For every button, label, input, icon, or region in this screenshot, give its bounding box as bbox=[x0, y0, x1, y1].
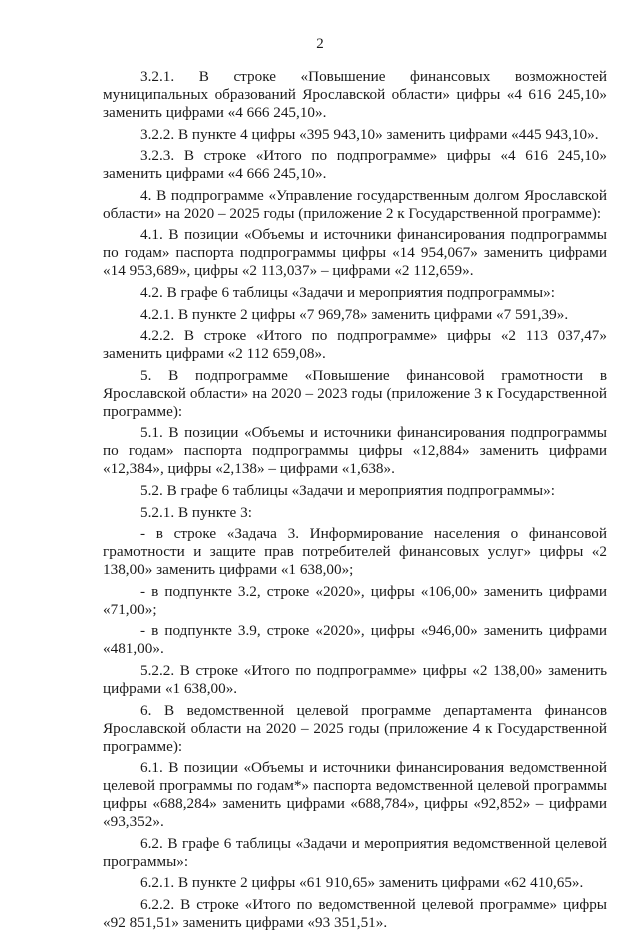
paragraph: 4.1. В позиции «Объемы и источники финансирования подпрограммы по годам» паспорта подпрограммы цифры «14 954,067» заменить цифрами «14 953,689», цифры «2 113,037» – цифрами «2 112,659». bbox=[103, 226, 607, 280]
paragraph: 3.2.3. В строке «Итого по подпрограмме» цифры «4 616 245,10» заменить цифрами «4 666 245,10». bbox=[103, 147, 607, 183]
paragraph: 3.2.2. В пункте 4 цифры «395 943,10» заменить цифрами «445 943,10». bbox=[140, 125, 599, 143]
document-body bbox=[103, 68, 607, 935]
paragraph: 6.1. В позиции «Объемы и источники финансирования ведомственной целевой программы по годам*» паспорта ведомственной целевой программы цифры «688,284» заменить цифрами «688,784», цифры «92,852» – цифрами «93,352». bbox=[103, 759, 607, 831]
paragraph: 5.2. В графе 6 таблицы «Задачи и мероприятия подпрограммы»: bbox=[140, 481, 555, 499]
paragraph: 4.2. В графе 6 таблицы «Задачи и мероприятия подпрограммы»: bbox=[140, 283, 555, 301]
paragraph: 6.2.1. В пункте 2 цифры «61 910,65» заменить цифрами «62 410,65». bbox=[140, 874, 584, 892]
paragraph: 4. В подпрограмме «Управление государственным долгом Ярославской области» на 2020 – 2025 годы (приложение 2 к Государственной программе): bbox=[103, 186, 607, 222]
page-number: 2 bbox=[316, 36, 324, 52]
paragraph: 5.1. В позиции «Объемы и источники финансирования подпрограммы по годам» паспорта подпрограммы цифры «12,884» заменить цифрами «12,384», цифры «2,138» – цифрами «1,638». bbox=[103, 424, 607, 478]
paragraph: - в подпункте 3.9, строке «2020», цифры «946,00» заменить цифрами «481,00». bbox=[103, 622, 607, 658]
paragraph: 5.2.1. В пункте 3: bbox=[140, 503, 252, 521]
paragraph: 4.2.2. В строке «Итого по подпрограмме» цифры «2 113 037,47» заменить цифрами «2 112 659,08». bbox=[103, 327, 607, 363]
paragraph: 6.2.2. В строке «Итого по ведомственной целевой программе» цифры «92 851,51» заменить цифрами «93 351,51». bbox=[103, 895, 607, 931]
paragraph: 5. В подпрограмме «Повышение финансовой грамотности в Ярославской области» на 2020 – 2023 годы (приложение 3 к Государственной программе): bbox=[103, 366, 607, 420]
paragraph: 6.2. В графе 6 таблицы «Задачи и мероприятия ведомственной целевой программы»: bbox=[103, 834, 607, 870]
paragraph: - в подпункте 3.2, строке «2020», цифры «106,00» заменить цифрами «71,00»; bbox=[103, 582, 607, 618]
paragraph: 5.2.2. В строке «Итого по подпрограмме» цифры «2 138,00» заменить цифрами «1 638,00». bbox=[103, 661, 607, 697]
paragraph: 4.2.1. В пункте 2 цифры «7 969,78» заменить цифрами «7 591,39». bbox=[140, 305, 569, 323]
paragraph: 6. В ведомственной целевой программе департамента финансов Ярославской области на 2020 – 2025 годы (приложение 4 к Государственной программе): bbox=[103, 701, 607, 755]
paragraph: - в строке «Задача 3. Информирование населения о финансовой грамотности и защите прав потребителей финансовых услуг» цифры «2 138,00» заменить цифрами «1 638,00»; bbox=[103, 525, 607, 579]
paragraph: 3.2.1. В строке «Повышение финансовых возможностей муниципальных образований Ярославской области» цифры «4 616 245,10» заменить цифрами «4 666 245,10». bbox=[103, 68, 607, 121]
